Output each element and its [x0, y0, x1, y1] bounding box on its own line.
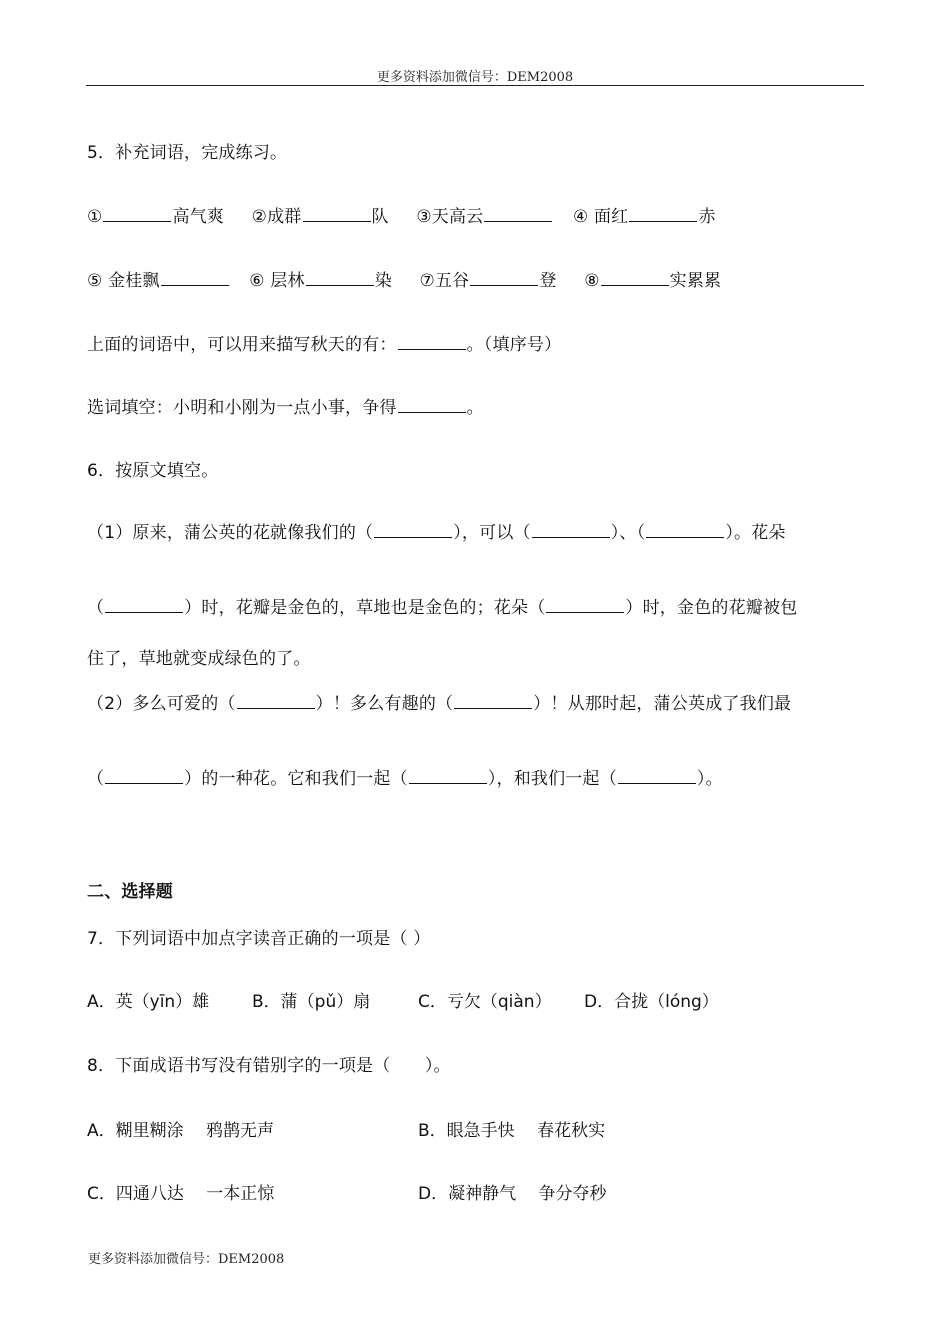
q5-item-8: [584, 271, 721, 291]
q8-option-b[interactable]: B．眼急手快 春花秋实: [418, 1121, 606, 1141]
q5-item-5: [87, 271, 230, 291]
blank-q6-4[interactable]: [105, 595, 183, 613]
q6-p2-line-1: [87, 689, 791, 714]
q5-item-5-prefix: ⑤ 金桂飘: [87, 271, 160, 291]
q6-p1-line-1: [87, 518, 786, 543]
q7-option-c[interactable]: C．亏欠（qiàn）: [418, 992, 552, 1012]
q7-option-a[interactable]: A．英（yīn）雄: [87, 992, 210, 1012]
q5-item-1: [87, 207, 224, 227]
header-rule: [86, 85, 864, 86]
q6-p2-text-a: （2）多么可爱的（: [87, 694, 236, 714]
q5-line-4-text: 选词填空：小明和小刚为一点小事，争得: [87, 398, 397, 418]
q5-item-8-prefix: ⑧: [584, 271, 600, 291]
blank-q5-seasons[interactable]: [398, 332, 466, 350]
q8-option-a[interactable]: A．糊里糊涂 鸦鹊无声: [87, 1121, 275, 1141]
blank-q5-fill[interactable]: [398, 395, 466, 413]
q5-item-6: [249, 271, 392, 291]
blank-q6-7[interactable]: [454, 691, 532, 709]
q6-p1-line-3: 住了，草地就变成绿色的了。: [87, 649, 311, 669]
q6-title: 6．按原文填空。: [87, 461, 219, 481]
q8-option-c[interactable]: C．四通八达 一本正惊: [87, 1184, 275, 1204]
q5-item-4: [573, 207, 716, 227]
blank-q5-7[interactable]: [470, 268, 538, 286]
q5-item-3: [416, 207, 553, 227]
q5-item-4-prefix: ④ 面红: [572, 207, 629, 227]
q5-line-3-suffix: 。（填序号）: [466, 335, 562, 355]
page-header: 更多资料添加微信号：DEM2008: [376, 70, 574, 85]
blank-q6-5[interactable]: [546, 595, 624, 613]
q5-item-7-suffix: 登: [539, 271, 557, 291]
q5-item-7-prefix: ⑦五谷: [419, 271, 470, 291]
section-title: 二、选择题: [87, 882, 173, 902]
q5-item-6-prefix: ⑥ 层林: [249, 271, 305, 291]
q6-p1-text-b: ），可以（: [453, 523, 531, 543]
blank-q5-1[interactable]: [103, 204, 171, 222]
q6-p1-text-a: （1）原来，蒲公英的花就像我们的（: [87, 523, 374, 543]
q5-row-2: [87, 266, 721, 291]
q5-line-4-suffix: 。: [466, 398, 484, 418]
q5-title: 5．补充词语，完成练习。: [87, 143, 288, 163]
q5-item-6-suffix: 染: [374, 271, 392, 291]
blank-q5-6[interactable]: [306, 268, 374, 286]
blank-q6-6[interactable]: [237, 691, 315, 709]
blank-q5-3[interactable]: [484, 204, 552, 222]
q5-item-4-suffix: 赤: [698, 207, 716, 227]
q5-line-3-text: 上面的词语中，可以用来描写秋天的有：: [87, 335, 397, 355]
blank-q5-2[interactable]: [303, 204, 371, 222]
blank-q6-1[interactable]: [374, 520, 452, 538]
q6-p1-text-e: （: [87, 598, 105, 618]
blank-q5-4[interactable]: [629, 204, 697, 222]
q8-option-d[interactable]: D．凝神静气 争分夺秒: [418, 1184, 607, 1204]
q6-p1-text-f: ）时，花瓣是金色的，草地也是金色的；花朵（: [184, 598, 546, 618]
q5-line-3: [87, 330, 561, 355]
blank-q5-8[interactable]: [601, 268, 669, 286]
q5-item-2: [252, 207, 389, 227]
q7-stem: 7．下列词语中加点字读音正确的一项是（ ）: [87, 929, 431, 949]
q6-p1-line-2: [87, 593, 797, 618]
blank-q6-10[interactable]: [618, 766, 696, 784]
q5-item-1-suffix: 高气爽: [172, 207, 225, 227]
q6-p2-text-g: ）。: [696, 769, 723, 789]
q6-p2-text-c: ）！从那时起，蒲公英成了我们最: [533, 694, 792, 714]
q5-item-2-prefix: ②成群: [251, 207, 302, 227]
blank-q6-9[interactable]: [409, 766, 487, 784]
q6-p1-text-g: ）时，金色的花瓣被包: [625, 598, 798, 618]
q5-item-3-prefix: ③天高云: [416, 207, 484, 227]
q6-p2-text-e: ）的一种花。它和我们一起（: [184, 769, 408, 789]
q6-p2-text-d: （: [87, 769, 105, 789]
q6-p2-line-2: [87, 764, 723, 789]
q5-item-7: [420, 271, 557, 291]
page-footer: 更多资料添加微信号：DEM2008: [88, 1252, 285, 1267]
q6-p1-text-c: ）、（: [610, 523, 646, 543]
blank-q6-3[interactable]: [646, 520, 724, 538]
q5-item-8-suffix: 实累累: [669, 271, 722, 291]
q8-stem: 8．下面成语书写没有错别字的一项是（ ）。: [87, 1056, 451, 1076]
q7-option-b[interactable]: B．蒲（pǔ）扇: [252, 992, 371, 1012]
q5-row-1: [87, 202, 716, 227]
blank-q6-2[interactable]: [532, 520, 610, 538]
q6-p2-text-b: ）！多么有趣的（: [315, 694, 454, 714]
blank-q6-8[interactable]: [105, 766, 183, 784]
q6-p1-text-d: ）。花朵: [725, 523, 786, 543]
q5-item-2-suffix: 队: [371, 207, 389, 227]
q5-line-4: [87, 393, 484, 418]
q7-option-d[interactable]: D．合拢（lóng）: [584, 992, 719, 1012]
blank-q5-5[interactable]: [161, 268, 229, 286]
q5-item-1-prefix: ①: [87, 207, 103, 227]
q6-p2-text-f: ），和我们一起（: [487, 769, 617, 789]
